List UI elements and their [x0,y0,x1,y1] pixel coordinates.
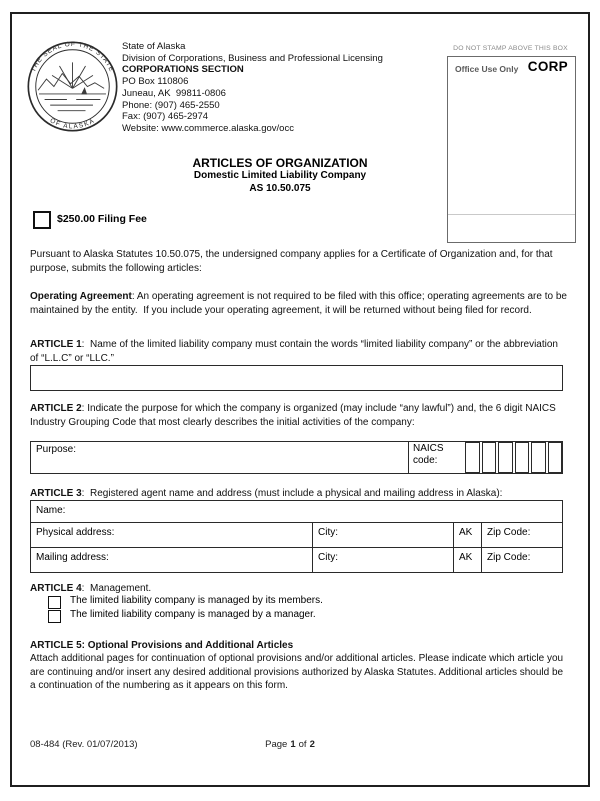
article2-label: ARTICLE 2 [30,403,82,414]
corp-label: CORP [527,59,568,74]
form-page-border [10,12,590,787]
mailing-state-label: AK [453,548,481,572]
agency-line: PO Box 110806 [122,76,189,88]
article4-heading [30,582,568,596]
office-use-label: Office Use Only [455,64,519,74]
article1-text: : Name of the limited liability company must contain the words “limited liability company” or the abbreviation of “L.L.C” or “LLC.” [30,339,558,364]
seal-landscape-art [38,62,106,110]
page-current: 1 [290,739,296,750]
llc-name-field[interactable] [30,365,563,391]
alaska-state-seal-icon [26,40,119,133]
purpose-naics-table [30,441,563,474]
form-number: 08-484 (Rev. 01/07/2013) [30,739,138,750]
filing-fee-checkbox[interactable] [33,211,51,229]
managed-by-members-label: The limited liability company is managed by its members. [70,595,323,606]
agency-line: State of Alaska [122,41,186,52]
article5-paragraph: Attach additional pages for continuation of optional provisions and/or additional articles. Please indicate which article you are continuing and/or insert any desired additional provisions authorized by Alaska Statutes. Additional articles should be a continuation of the numbering as it appears on this form. [30,653,564,691]
physical-zip-field[interactable]: Zip Code: [481,523,562,547]
article1-heading [30,338,568,365]
article2-text: : Indicate the purpose for which the company is organized (may include “any lawful”) and, the 6 digit NAICS Industry Grouping Code that most clearly describes the initial activities of the company: [30,403,556,428]
form-title-block [12,156,548,195]
form-subtitle: Domestic Limited Liability Company [193,170,367,181]
naics-code-label: NAICS code: [408,442,465,473]
article1-label: ARTICLE 1 [30,339,82,350]
mailing-city-field[interactable]: City: [312,548,453,572]
of-word: of [298,739,307,750]
article2-heading [30,402,568,429]
managed-by-manager-label: The limited liability company is managed by a manager. [70,609,316,620]
agency-line: Division of Corporations, Business and Professional Licensing [122,52,383,64]
article5-title: : Optional Provisions and Additional Articles [81,640,294,651]
filing-fee-label: $250.00 Filing Fee [57,213,147,225]
operating-agreement-paragraph [30,290,568,317]
physical-address-field[interactable]: Physical address: [36,527,115,538]
mailing-address-row [31,547,562,572]
naics-digit-box-6[interactable] [548,442,563,473]
mailing-zip-field[interactable]: Zip Code: [481,548,562,572]
physical-state-label: AK [453,523,481,547]
article3-heading [30,487,568,501]
page-indicator [30,739,550,750]
registered-agent-table [30,500,563,573]
naics-digit-boxes [465,442,562,473]
intro-paragraph: Pursuant to Alaska Statutes 10.50.075, the undersigned company applies for a Certificate of Organization and, for that purpose, submits the following articles: [30,249,553,274]
agency-fax: Fax: (907) 465-2974 [122,111,209,123]
form-title: ARTICLES OF ORGANIZATION [192,156,368,170]
physical-city-field[interactable]: City: [312,523,453,547]
naics-digit-box-2[interactable] [482,442,497,473]
naics-digit-box-5[interactable] [531,442,546,473]
office-use-divider [448,214,575,215]
do-not-stamp-note: DO NOT STAMP ABOVE THIS BOX [453,45,568,52]
article3-label: ARTICLE 3 [30,488,82,499]
managed-by-manager-checkbox[interactable] [48,610,61,623]
mailing-address-field[interactable]: Mailing address: [36,552,109,563]
operating-agreement-label: Operating Agreement [30,291,132,302]
agency-address-block [122,41,383,135]
agency-section-name: CORPORATIONS SECTION [122,64,244,76]
seal-arc-top-text: THE SEAL OF THE STATE [29,40,116,74]
agent-name-field[interactable]: Name: [36,505,66,516]
page-total: 2 [309,739,315,750]
purpose-field[interactable]: Purpose: [36,444,77,455]
agency-phone: Phone: (907) 465-2550 [122,99,220,111]
naics-digit-box-4[interactable] [515,442,530,473]
page-word: Page [265,739,288,750]
agent-name-row [31,501,562,522]
article5-heading [30,639,568,653]
naics-digit-box-1[interactable] [465,442,480,473]
managed-by-members-checkbox[interactable] [48,596,61,609]
agency-line: Juneau, AK 99811-0806 [122,87,226,99]
statute-reference: AS 10.50.075 [249,182,311,194]
article4-text: : Management. [81,583,152,594]
naics-digit-box-3[interactable] [498,442,513,473]
agency-website: Website: www.commerce.alaska.gov/occ [122,122,294,134]
seal-arc-bottom-text: OF ALASKA [48,117,97,131]
article3-text: : Registered agent name and address (must include a physical and mailing address in Alaska): [81,488,503,499]
operating-agreement-text: : An operating agreement is not required to be filed with this office; operating agreements are to be maintained by the entity. If you include your operating agreement, it will be returned without being filed for record. [30,291,567,316]
physical-address-row [31,522,562,547]
office-use-box [447,56,576,243]
article4-label: ARTICLE 4 [30,583,82,594]
article5-label: ARTICLE 5 [30,640,82,651]
